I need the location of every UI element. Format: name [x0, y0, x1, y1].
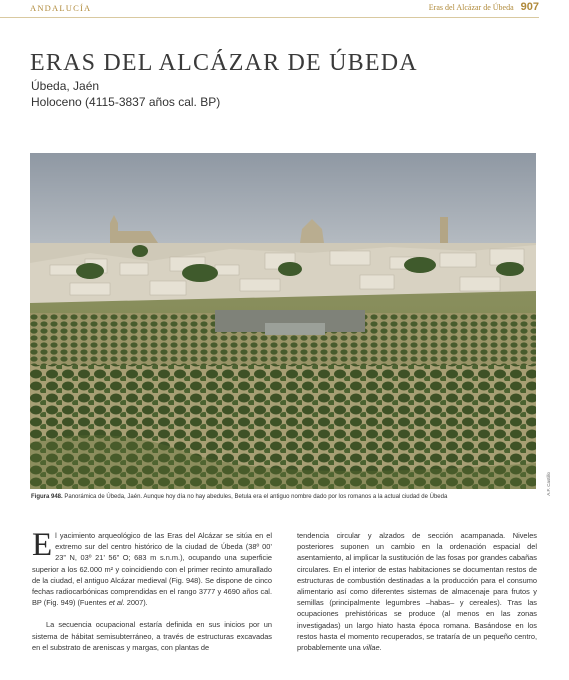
photo-credit: A.F. Castillo — [546, 472, 551, 496]
paragraph-1 — [32, 527, 272, 608]
site-location: Úbeda, Jaén — [31, 79, 100, 93]
paragraph-3-text: tendencia circular y alzados de sección acampanada. Niveles posteriores suponen un cambio en la ordenación espacial del asentamiento, al implicar la sustitución de las fosas por grandes cabañas circulares. En el interior de estas habitaciones se documentan restos de estructuras de combustión destinadas a la producción para el consumo alimentario así como diferentes sistemas de almacenaje para frutos y semillas (principalmente legumbres –habas– y cereales). Tras las ocupaciones prehistóricas se produce (al menos en las zonas investigadas) un largo hiato hasta época romana. Basándose en los restos hasta el momento recuperados, se trataría de un pequeño centro, probablemente una — [297, 531, 537, 653]
villae-term: villae — [362, 643, 380, 653]
page-number: 907 — [520, 1, 539, 13]
paragraph-1-text: l yacimiento arqueológico de las Eras del Alcázar se sitúa en el extremo sur del centro histórico de la ciudad de Úbeda (38º 00’ 23” N, 03º 21’ 56” O; 683 m s.n.m.), ocupando una superficie superior a los 62.000 m² y coincidiendo con el primer recinto amurallado de la ciudad, el antiguo Alcázar medieval (Fig. 948). Se dispone de cinco fechas radiocarbónicas comprendidas en el rango 3777 y 4690 años cal. BP (Fig. 949) (Fuentes — [32, 531, 272, 608]
body-column-left — [32, 527, 272, 653]
paragraph-2: La secuencia ocupacional estaría definida en sus inicios por un sistema de hábitat semisubterráneo, a través de estructuras excavadas en el substrato de areniscas y margas, con plantas de — [32, 620, 272, 652]
caption-text: Panorámica de Úbeda, Jaén. Aunque hoy día no hay abedules, Betula era el antiguo nombre dado por los romanos a la actual ciudad de Úbeda — [62, 494, 448, 500]
drop-cap: E — [32, 527, 53, 563]
paragraph-3 — [297, 530, 537, 653]
section-header: ANDALUCÍA — [30, 3, 92, 13]
caption-label: Figura 948. — [31, 494, 63, 500]
olive-grove-town-illustration — [30, 153, 536, 489]
header-rule — [0, 17, 539, 18]
body-column-right — [297, 530, 537, 653]
paragraph-1-end: 2007). — [124, 598, 148, 608]
running-title: Eras del Alcázar de Úbeda — [428, 3, 514, 12]
et-al: et al. — [108, 598, 125, 608]
landscape-photo — [30, 153, 536, 489]
page-title: ERAS DEL ALCÁZAR DE ÚBEDA — [30, 50, 418, 76]
running-header — [429, 1, 539, 13]
paragraph-3-end: . — [379, 643, 382, 653]
site-period: Holoceno (4115-3837 años cal. BP) — [31, 95, 221, 109]
figure-caption — [31, 494, 536, 500]
